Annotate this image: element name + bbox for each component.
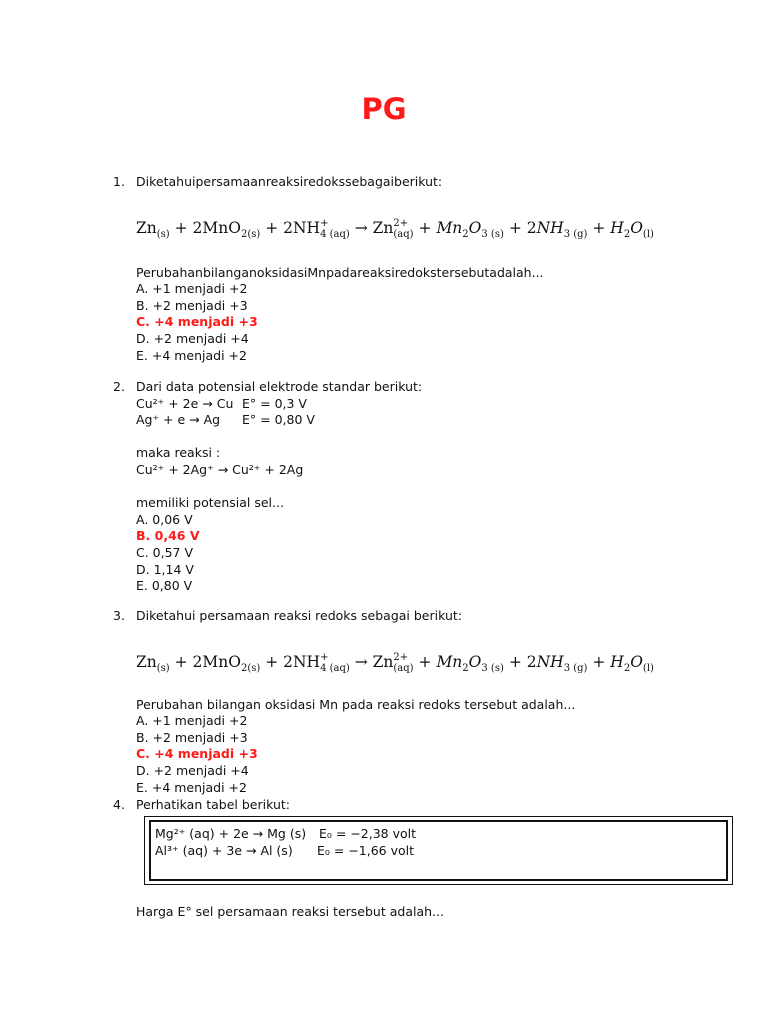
redox-equation: $Zn_{(s)} + 2MnO_{2(s)} + 2NH+$ 4 (aq) → Zn2+ $(aq) + Mn_2O_{3 (s)} + 2NH_{3 (g)} + H_2O_{(l)}$: [136, 217, 654, 240]
table-row-al: Al³⁺ (aq) + 3e → Al (s) E₀ = −1,66 volt: [155, 842, 415, 858]
question-prompt: Diketahui persamaan reaksi redoks sebagai berikut:: [136, 608, 463, 623]
reaction-ag: Ag⁺ + e → Ag E° = 0,80 V: [136, 412, 315, 428]
option-e: E. +4 menjadi +2: [136, 779, 247, 795]
cell-reaction: Cu²⁺ + 2Ag⁺ → Cu²⁺ + 2Ag: [136, 461, 304, 477]
option-e: E. +4 menjadi +2: [136, 347, 247, 363]
page-title: PG: [361, 92, 407, 126]
question-text: Perubahan bilangan oksidasi Mn pada reaksi redoks tersebut adalah...: [136, 696, 576, 712]
question-prompt: Perhatikan tabel berikut:: [136, 797, 290, 812]
option-b-answer: B. 0,46 V: [136, 528, 200, 544]
question-text: PerubahanbilanganoksidasiMnpadareaksiredokstersebutadalah...: [136, 264, 544, 280]
reaction-cu: Cu²⁺ + 2e → Cu E° = 0,3 V: [136, 395, 307, 411]
table-content: [155, 826, 416, 859]
option-d: D. 1,14 V: [136, 561, 194, 577]
question-prompt: Diketahuipersamaanreaksiredokssebagaiberikut:: [136, 174, 443, 189]
option-e: E. 0,80 V: [136, 578, 193, 594]
option-a: A. +1 menjadi +2: [136, 713, 248, 729]
option-d: D. +2 menjadi +4: [136, 330, 249, 346]
option-a: A. +1 menjadi +2: [136, 281, 248, 297]
redox-equation: $Zn_{(s)} + 2MnO_{2(s)} + 2NH+$ 4 (aq) → Zn2+ $(aq) + Mn_2O_{3 (s)} + 2NH_{3 (g)} + H_2O_{(l)}$: [136, 651, 654, 674]
option-a: A. 0,06 V: [136, 511, 193, 527]
option-b: B. +2 menjadi +3: [136, 297, 248, 313]
table-row-mg: Mg²⁺ (aq) + 2e → Mg (s) E₀ = −2,38 volt: [155, 826, 417, 841]
question-text: Harga E° sel persamaan reaksi tersebut adalah...: [136, 904, 444, 919]
question-number: 3.: [113, 608, 125, 623]
question-number: 2.: [113, 379, 125, 394]
reaction-label: maka reaksi :: [136, 445, 221, 461]
question-prompt: Dari data potensial elektrode standar berikut:: [136, 379, 423, 394]
question-number: 4.: [113, 797, 125, 812]
question-number: 1.: [113, 174, 125, 189]
option-c: C. 0,57 V: [136, 544, 194, 560]
option-c-answer: C. +4 menjadi +3: [136, 746, 258, 762]
option-c-answer: C. +4 menjadi +3: [136, 314, 258, 330]
question-text: memiliki potensial sel...: [136, 495, 284, 511]
option-b: B. +2 menjadi +3: [136, 729, 248, 745]
option-d: D. +2 menjadi +4: [136, 762, 249, 778]
